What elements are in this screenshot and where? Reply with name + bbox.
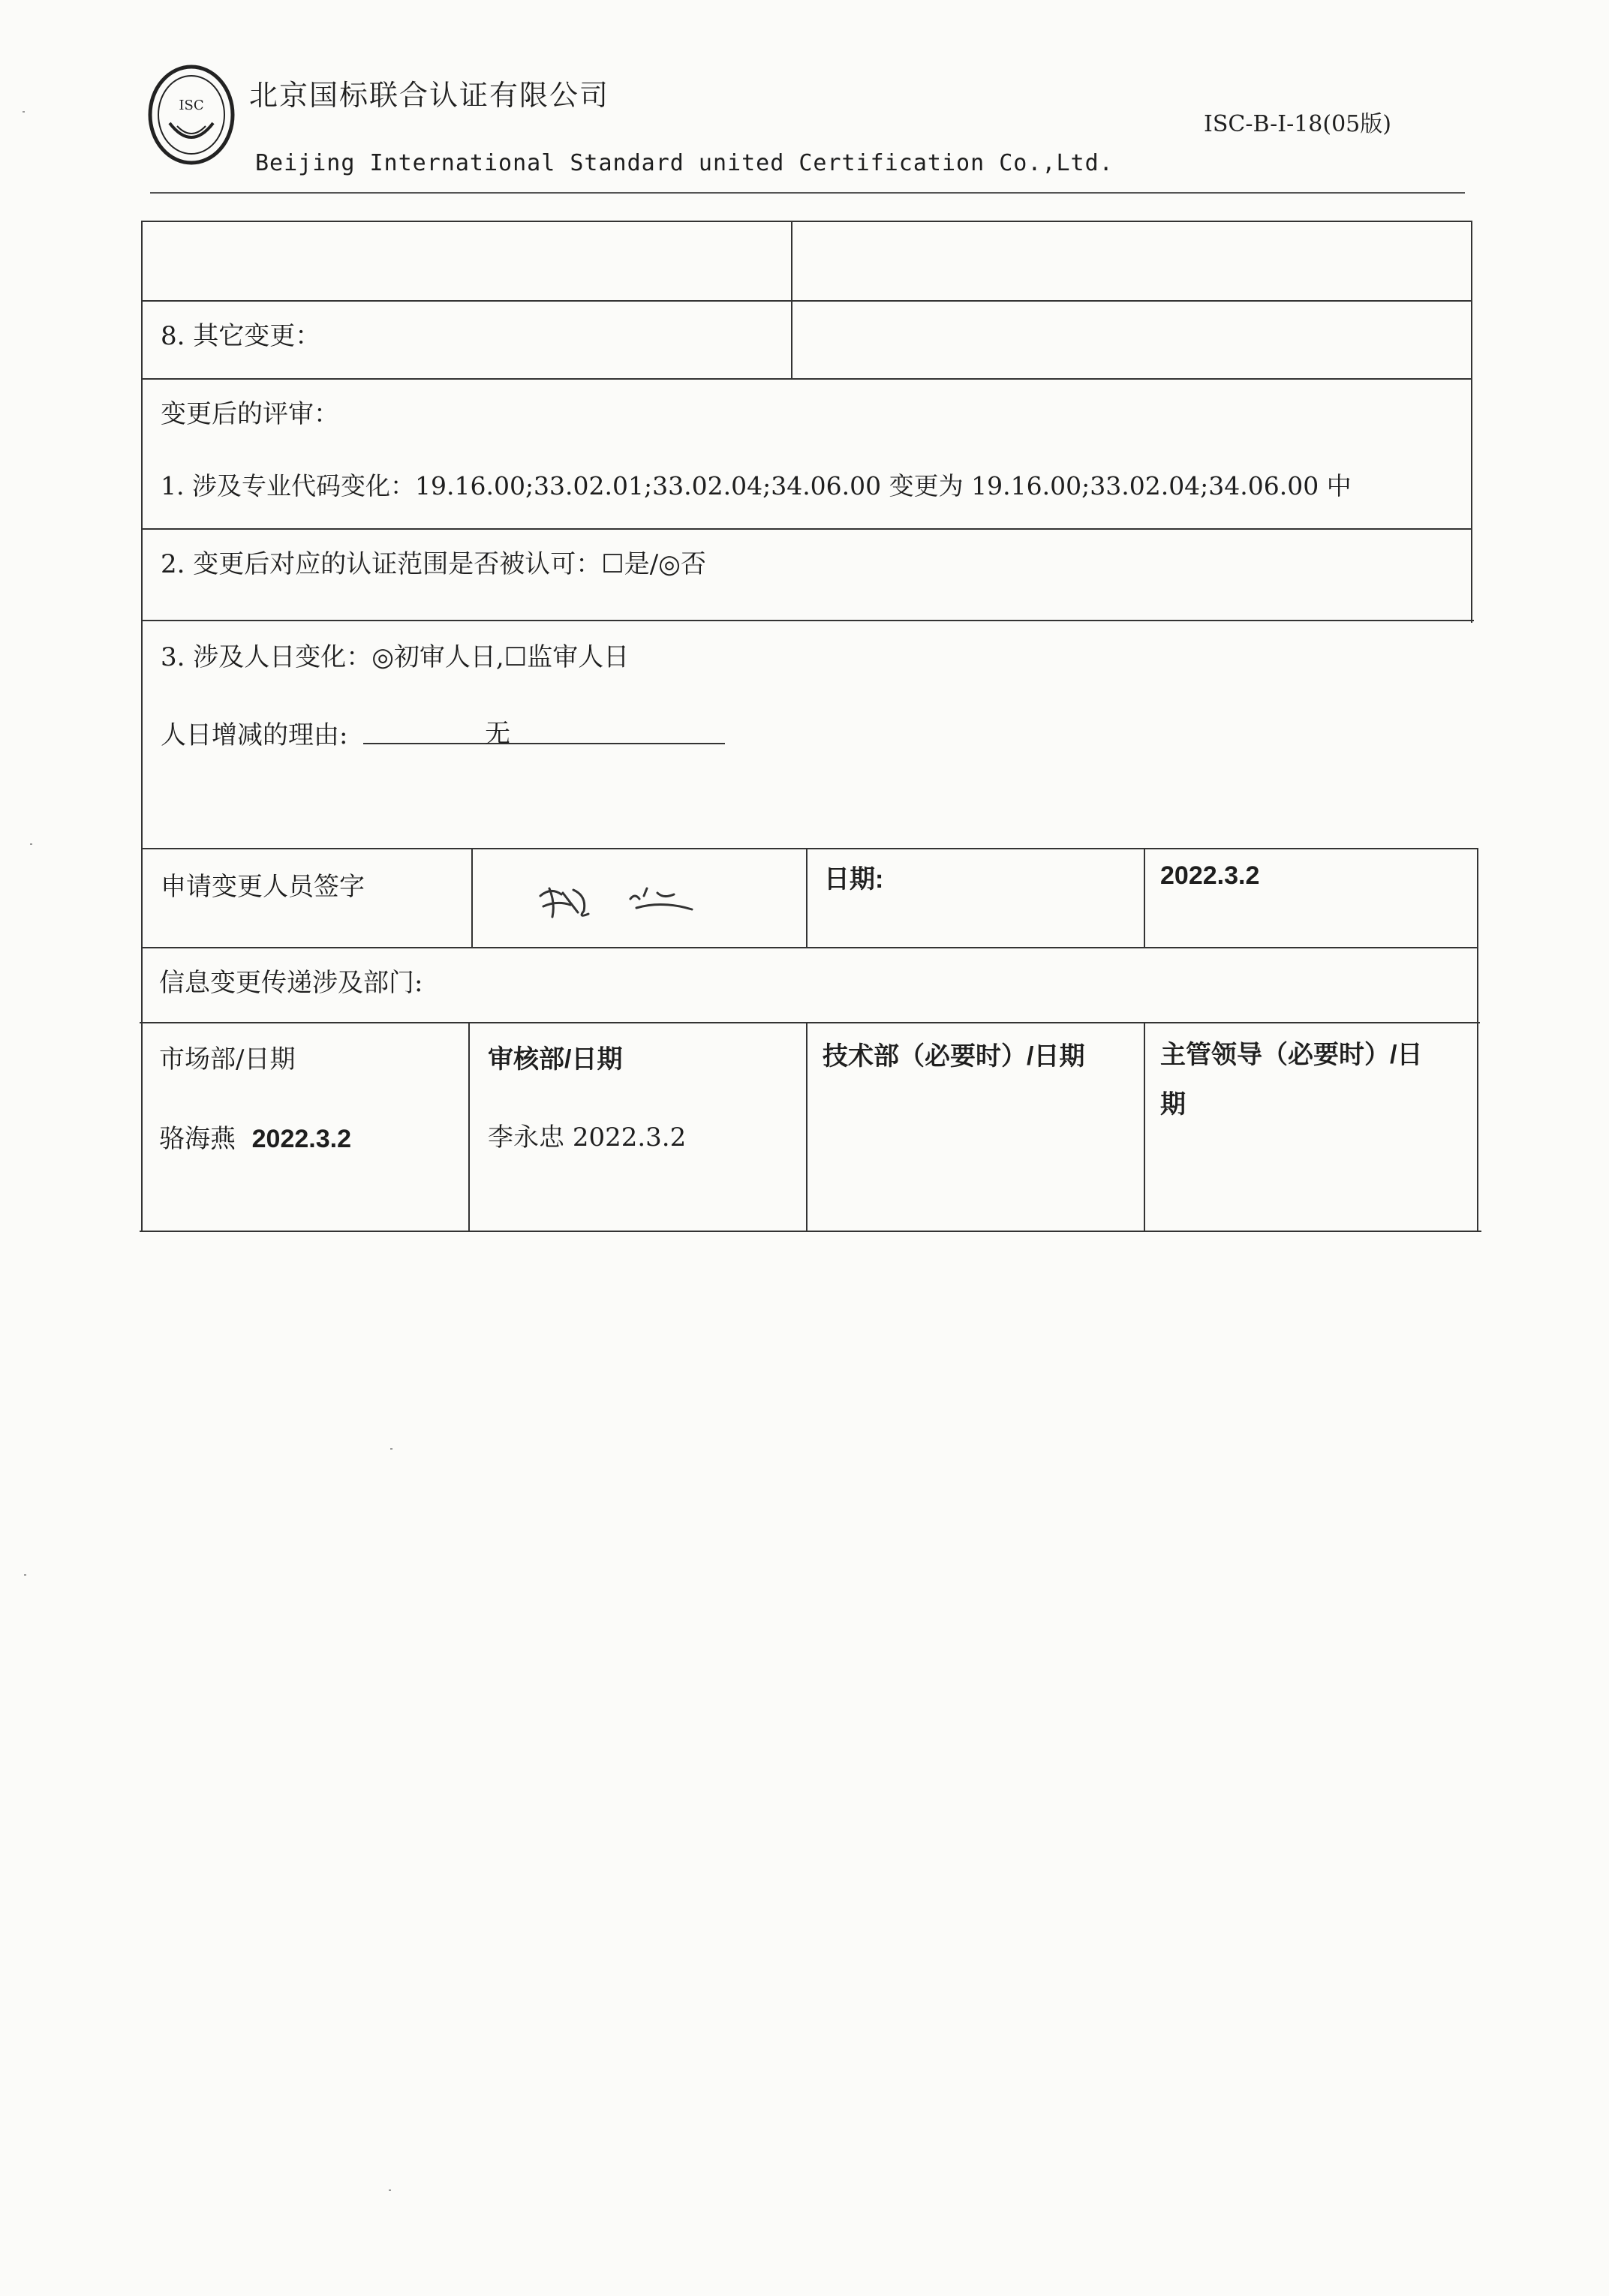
item2-scope-accredited: 2. 变更后对应的认证范围是否被认可：☐是/◎否 [161, 549, 706, 579]
dept-leadership-header-line2: 期 [1160, 1090, 1186, 1119]
date-value: 2022.3.2 [1160, 861, 1260, 890]
table-border-bottom [140, 1231, 1481, 1232]
dept-audit-header: 审核部/日期 [488, 1045, 623, 1074]
svg-text:ISC: ISC [179, 98, 204, 113]
dept-audit-signer: 李永忠 [488, 1122, 564, 1153]
item1-label: 1. 涉及专业代码变化： [161, 471, 415, 500]
dept-marketing-signoff [159, 1118, 351, 1155]
table-rule [143, 947, 1478, 948]
scan-speck [23, 111, 25, 113]
reason-label: 人日增减的理由: [161, 720, 348, 750]
reason-value: 无 [485, 719, 510, 749]
item1-code-change [161, 467, 1352, 502]
item1-from-codes: 19.16.00;33.02.01;33.02.04;34.06.00 [414, 471, 882, 500]
table-col-divider [806, 1022, 808, 1231]
reason-underline [363, 743, 725, 744]
scan-speck [24, 1574, 26, 1576]
table-rule [140, 1022, 1480, 1023]
item3-mandays-change: 3. 涉及人日变化：◎初审人日,☐监审人日 [161, 642, 630, 672]
table-col-divider [1144, 1022, 1145, 1231]
departments-label: 信息变更传递涉及部门: [159, 968, 423, 998]
scan-speck [30, 843, 32, 845]
company-name-en: Beijing International Standard united Certification Co.,Ltd. [255, 150, 1114, 176]
header-divider [150, 192, 1465, 194]
dept-marketing-header: 市场部/日期 [159, 1044, 296, 1074]
table-border-top [141, 221, 1471, 222]
table-rule [141, 378, 1471, 380]
table-rule [143, 848, 1478, 849]
dept-technical-header: 技术部（必要时）/日期 [823, 1042, 1085, 1071]
dept-marketing-date: 2022.3.2 [251, 1125, 351, 1153]
other-changes-label: 8. 其它变更： [161, 321, 321, 351]
table-border-left [141, 221, 143, 1232]
dept-audit-date: 2022.3.2 [572, 1122, 687, 1153]
table-col-divider [468, 1022, 470, 1231]
table-rule [141, 300, 1471, 302]
date-label: 日期: [824, 865, 884, 894]
document-code: ISC-B-I-18(05版) [1204, 111, 1391, 137]
company-logo [147, 63, 236, 167]
table-rule [143, 528, 1472, 530]
dept-audit-signoff [488, 1116, 686, 1153]
item1-tail: 中 [1326, 471, 1352, 500]
table-col-divider [806, 848, 808, 947]
scan-speck [389, 2189, 391, 2191]
table-col-divider [1144, 848, 1145, 947]
table-border-right [1477, 848, 1478, 1232]
table-col-divider [471, 848, 473, 947]
company-name-cn: 北京国标联合认证有限公司 [249, 79, 610, 112]
dept-marketing-signer: 骆海燕 [159, 1124, 236, 1154]
table-border-right [1471, 221, 1472, 623]
applicant-signature [534, 873, 699, 926]
applicant-signature-label: 申请变更人员签字 [161, 872, 365, 902]
review-title: 变更后的评审： [161, 399, 339, 429]
scan-speck [390, 1448, 392, 1450]
item1-to-codes: 19.16.00;33.02.04;34.06.00 [971, 471, 1319, 500]
table-rule [143, 620, 1474, 621]
dept-leadership-header-line1: 主管领导（必要时）/日 [1160, 1041, 1423, 1069]
table-col-divider [791, 221, 792, 378]
item1-mid: 变更为 [889, 471, 964, 500]
